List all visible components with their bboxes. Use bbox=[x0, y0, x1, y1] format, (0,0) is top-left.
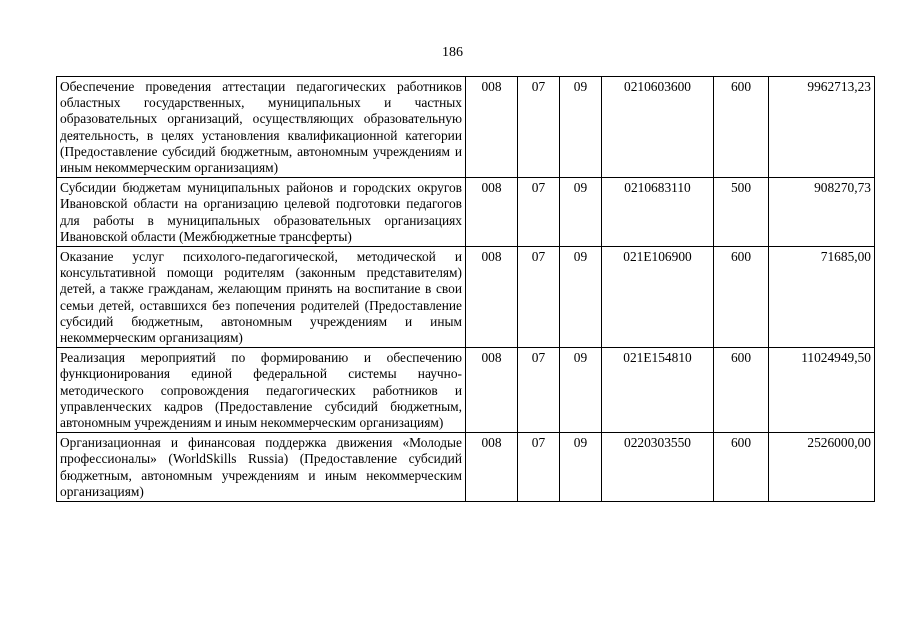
amount: 71685,00 bbox=[769, 247, 875, 348]
section-code: 07 bbox=[518, 348, 560, 433]
section-code: 07 bbox=[518, 247, 560, 348]
target-article-code: 0220303550 bbox=[602, 433, 714, 502]
budget-table bbox=[56, 76, 875, 502]
amount: 11024949,50 bbox=[769, 348, 875, 433]
row-description: Организационная и финансовая поддержка движения «Молодые профессионалы» (WorldSkills Russia) (Предоставление субсидий бюджетным, автономным учреждениям и иным некоммерческим организациям) bbox=[57, 433, 466, 502]
ministry-code: 008 bbox=[466, 433, 518, 502]
subsection-code: 09 bbox=[560, 77, 602, 178]
subsection-code: 09 bbox=[560, 247, 602, 348]
amount: 908270,73 bbox=[769, 178, 875, 247]
expense-type-code: 600 bbox=[714, 348, 769, 433]
ministry-code: 008 bbox=[466, 348, 518, 433]
row-description: Оказание услуг психолого-педагогической, методической и консультативной помощи родителям (законным представителям) детей, а также гражданам, желающим принять на воспитание в свои семьи детей, оставшихся без попечения родителей (Предоставление субсидий бюджетным, автономным учреждениям и иным некоммерческим организациям) bbox=[57, 247, 466, 348]
ministry-code: 008 bbox=[466, 247, 518, 348]
ministry-code: 008 bbox=[466, 77, 518, 178]
table-row bbox=[57, 77, 875, 178]
subsection-code: 09 bbox=[560, 178, 602, 247]
target-article-code: 021E154810 bbox=[602, 348, 714, 433]
subsection-code: 09 bbox=[560, 433, 602, 502]
table-row bbox=[57, 433, 875, 502]
expense-type-code: 600 bbox=[714, 77, 769, 178]
subsection-code: 09 bbox=[560, 348, 602, 433]
expense-type-code: 600 bbox=[714, 247, 769, 348]
target-article-code: 021E106900 bbox=[602, 247, 714, 348]
amount: 9962713,23 bbox=[769, 77, 875, 178]
target-article-code: 0210683110 bbox=[602, 178, 714, 247]
table-row bbox=[57, 348, 875, 433]
ministry-code: 008 bbox=[466, 178, 518, 247]
expense-type-code: 600 bbox=[714, 433, 769, 502]
table-row bbox=[57, 178, 875, 247]
table-row bbox=[57, 247, 875, 348]
row-description: Обеспечение проведения аттестации педагогических работников областных государственных, муниципальных и частных образовательных организаций, осуществляющих образовательную деятельность, в целях установления квалификационной категории (Предоставление субсидий бюджетным, автономным учреждениям и иным некоммерческим организациям) bbox=[57, 77, 466, 178]
amount: 2526000,00 bbox=[769, 433, 875, 502]
target-article-code: 0210603600 bbox=[602, 77, 714, 178]
section-code: 07 bbox=[518, 433, 560, 502]
expense-type-code: 500 bbox=[714, 178, 769, 247]
row-description: Субсидии бюджетам муниципальных районов и городских округов Ивановской области на организацию целевой подготовки педагогов для работы в муниципальных образовательных организациях Ивановской области (Межбюджетные трансферты) bbox=[57, 178, 466, 247]
page-number: 186 bbox=[442, 45, 463, 60]
section-code: 07 bbox=[518, 77, 560, 178]
section-code: 07 bbox=[518, 178, 560, 247]
row-description: Реализация мероприятий по формированию и обеспечению функционирования единой федеральной системы научно-методического сопровождения педагогических работников и управленческих кадров (Предоставление субсидий бюджетным, автономным учреждениям и иным некоммерческим организациям) bbox=[57, 348, 466, 433]
